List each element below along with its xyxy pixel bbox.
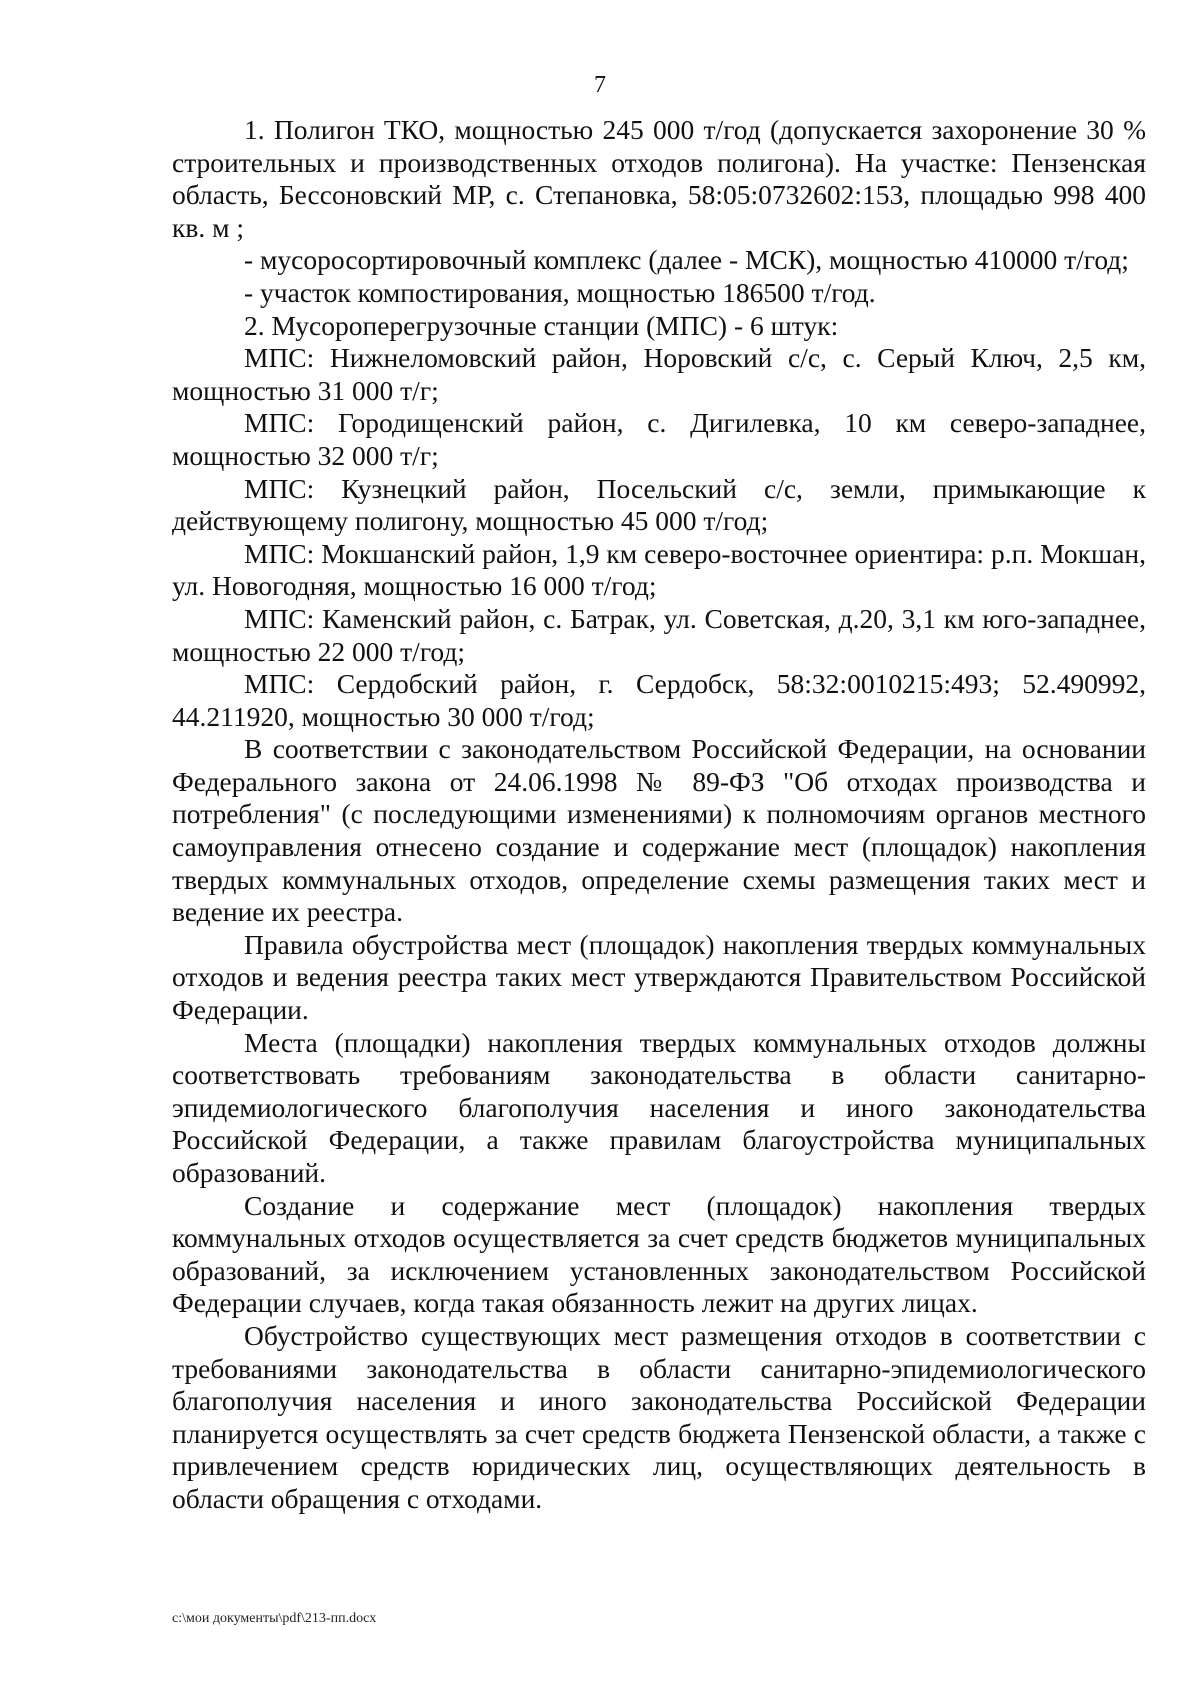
paragraph-rules: Правила обустройства мест (площадок) накопления твердых коммунальных отходов и ведения реестра таких мест утверждаются Правительством Российской Федерации. bbox=[172, 928, 1146, 1026]
paragraph-station-serdobsk: МПС: Сердобский район, г. Сердобск, 58:32:0010215:493; 52.490992, 44.211920, мощностью 30 000 т/год; bbox=[172, 668, 1146, 732]
paragraph-sorting-complex: - мусоросортировочный комплекс (далее - МСК), мощностью 410000 т/год; bbox=[244, 244, 1129, 276]
paragraph-composting: - участок компостирования, мощностью 186500 т/год. bbox=[244, 276, 876, 308]
paragraph-legislation: В соответствии с законодательством Российской Федерации, на основании Федерального закона от 24.06.1998 № 89-ФЗ "Об отходах производства и потребления" (с последующими изменениями) к полномочиям органов местного самоуправления отнесено создание и содержание мест (площадок) накопления твердых коммунальных отходов, определение схемы размещения таких мест и ведение их реестра. bbox=[172, 733, 1146, 928]
paragraph-requirements: Места (площадки) накопления твердых коммунальных отходов должны соответствовать требованиям законодательства в области санитарно-эпидемиологического благополучия населения и иного законодательства Российской Федерации, а также правилам благоустройства муниципальных образований. bbox=[172, 1026, 1146, 1188]
paragraph-station-nizhnelomov: МПС: Нижнеломовский район, Норовский с/с, с. Серый Ключ, 2,5 км, мощностью 31 000 т/г; bbox=[172, 342, 1146, 406]
paragraph-station-mokshan: МПС: Мокшанский район, 1,9 км северо-восточнее ориентира: р.п. Мокшан, ул. Новогодняя, мощностью 16 000 т/год; bbox=[172, 537, 1146, 602]
paragraph-landfill: 1. Полигон ТКО, мощностью 245 000 т/год (допускается захоронение 30 % строительных и производственных отходов полигона). На участке: Пензенская область, Бессоновский МР, с. Степановка, 58:05:0732602:153, площадью 998 400 кв. м ; bbox=[172, 114, 1146, 243]
paragraph-arrangement: Обустройство существующих мест размещения отходов в соответствии с требованиями законодательства в области санитарно-эпидемиологического благополучия населения и иного законодательства Российской Федерации планируется осуществлять за счет средств бюджета Пензенской области, а также с привлечением средств юридических лиц, осуществляющих деятельность в области обращения с отходами. bbox=[172, 1319, 1146, 1514]
page-number: 7 bbox=[594, 72, 606, 98]
paragraph-funding: Создание и содержание мест (площадок) накопления твердых коммунальных отходов осуществляется за счет средств бюджетов муниципальных образований, за исключением установленных законодательством Российской Федерации случаев, когда такая обязанность лежит на других лицах. bbox=[172, 1189, 1146, 1319]
document-body bbox=[172, 114, 1146, 1516]
paragraph-station-kuznetsk: МПС: Кузнецкий район, Посельский с/с, земли, примыкающие к действующему полигону, мощностью 45 000 т/год; bbox=[172, 472, 1146, 537]
footer-file-path: c:\мои документы\pdf\213-пп.docx bbox=[172, 1611, 377, 1626]
paragraph-transfer-stations: 2. Мусороперегрузочные станции (МПС) - 6 штук: bbox=[244, 309, 839, 341]
paragraph-station-kamenka: МПС: Каменский район, с. Батрак, ул. Советская, д.20, 3,1 км юго-западнее, мощностью 22 000 т/год; bbox=[172, 602, 1146, 667]
paragraph-station-gorodishche: МПС: Городищенский район, с. Дигилевка, 10 км северо-западнее, мощностью 32 000 т/г; bbox=[172, 407, 1146, 471]
